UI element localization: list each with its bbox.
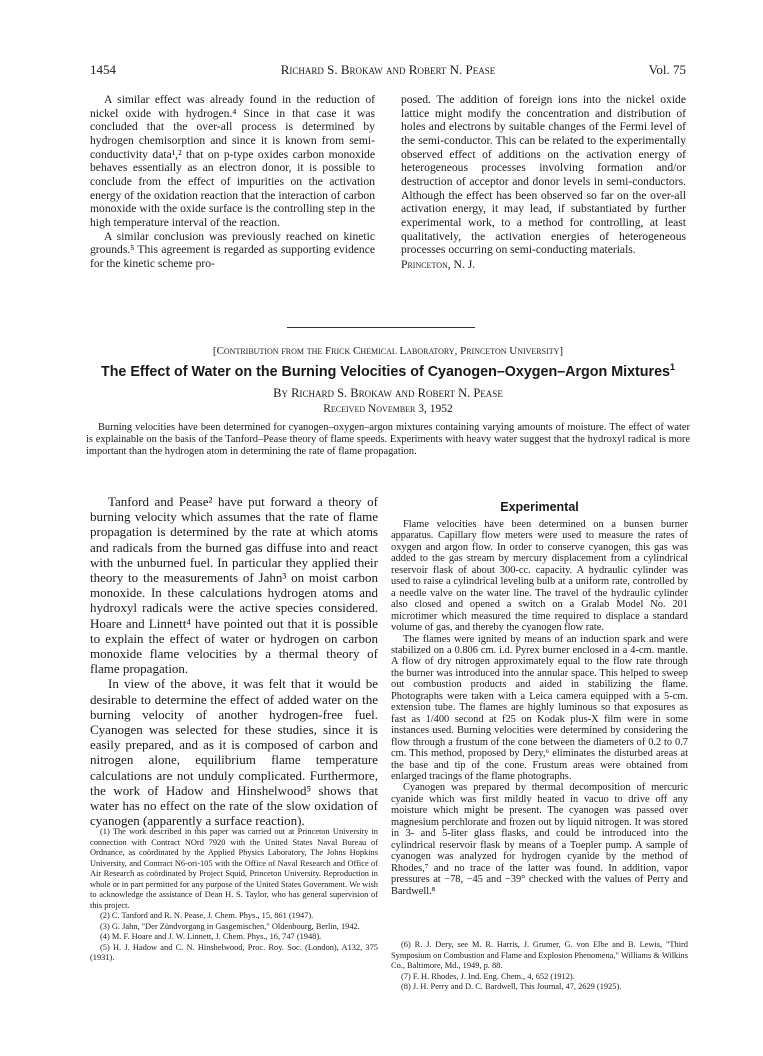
footnote: (8) J. H. Perry and D. C. Bardwell, This Journal, 47, 2629 (1925). [401, 982, 622, 991]
body-paragraph: A similar conclusion was previously reached on kinetic grounds.⁵ This agreement is regarded as supporting evidence for the kinetic scheme pro- [90, 229, 375, 270]
running-title: Richard S. Brokaw and Robert N. Pease [280, 62, 496, 77]
place-line [401, 258, 686, 272]
abstract [86, 422, 690, 459]
footnotes-left [90, 827, 378, 964]
body-paragraph: The flames were ignited by means of an induction spark and were stabilized on a 0.806 cm. i.d. Pyrex burner enclosed in a 4-cm. mantle. A flow of dry nitrogen approximately equal to the flow rate through the burner was introduced into the annular space. This helped to sweep out combustion products and aided in stabilizing the flame. Photographs were taken with a Leica camera equipped with a 5-cm. extension tube. The flames are highly luminous so that exposures as fast as 1/400 second at f25 on Kodak plus-X film were in some instances used. Burning velocities were determined by considering the flow through a frustum of the cone between the diameters of 0.2 to 0.7 cm. This method, proposed by Dery,⁶ eliminates the disturbed areas at the base and tip of the cone. Frustum areas were obtained from enlarged tracings of the flame photographs. [391, 633, 688, 782]
page-header [90, 62, 686, 80]
page-number: 1454 [90, 62, 116, 77]
body-paragraph: Tanford and Pease² have put forward a theory of burning velocity which assumes that the rate of flame propagation is determined by the rate at which atoms and radicals from the burned gas diffuse into and react with the unburned fuel. In particular they applied their theory to the measurements of Jahn³ on moist carbon monoxide. In these calculations hydrogen atoms and hydroxyl radicals were the active species considered. Hoare and Linnett⁴ have pointed out that it is possible to explain the effect of water or hydrogen on carbon monoxide flame velocities by a thermal theory of flame propagation. [90, 494, 378, 677]
experimental-column [391, 499, 688, 897]
body-paragraph: posed. The addition of foreign ions into the nickel oxide lattice might modify the concentration and distribution of holes and electrons by suitable changes of the Fermi level of the semi-conductor. This can be related to the experimentally observed effect of additions on the activation energy of heterogeneous processes involving formation and/or destruction of acceptor and donor levels in semi-conductors. Although the effect has been observed so far on the over-all activation energy, it may lead, if substantiated by further experimental work, to a method for controlling, at least qualitatively, the activation energies of heterogeneous processes occurring on semi-conducting materials. [401, 93, 686, 257]
body-paragraph: In view of the above, it was felt that it would be desirable to determine the effect of added water on the burning velocity of another hydrogen-free fuel. Cyanogen was selected for these studies, since it is easily prepared, and as it is composed of carbon and nitrogen alone, equilibrium flame temperature calculations are not unduly complicated. Furthermore, the work of Hadow and Hinshelwood⁵ shows that water has no effect on the rate of the slow oxidation of cyanogen (apparently a surface reaction). [90, 676, 378, 829]
body-paragraph: Flame velocities have been determined on a bunsen burner apparatus. Capillary flow meters were used to measure the rates of oxygen and argon flow. In order to conserve cyanogen, this gas was added to the gas stream by mercury displacement from a cylindrical reservoir flask of about 300-cc. capacity. A hydraulic cylinder was used to raise a cylindrical leveling bulb at a uniform rate, controlled by a needle valve on the water line. The travel of the hydraulic cylinder also closed and opened a switch on a Gralab Model No. 201 microtimer which measured the time required to displace a standard volume of gas, and thereby the cyanogen flow rate. [391, 519, 688, 634]
previous-article-left-column [90, 93, 375, 271]
title-footnote-marker: 1 [670, 362, 676, 373]
footnote: (6) R. J. Dery, see M. R. Harris, J. Grumer, G. von Elbe and B. Lewis, "Third Symposium on Combustion and Flame and Explosion Phenomena," Williams & Wilkins Co., Baltimore, Md., 1949, p. 88. [391, 940, 688, 970]
footnotes-right [391, 940, 688, 993]
section-divider [287, 327, 475, 328]
body-paragraph: Cyanogen was prepared by thermal decomposition of mercuric cyanide which was first mildly heated in vacuo to drive off any moisture which might be present. The cyanogen was passed over magnesium perchlorate and frozen out by liquid nitrogen. It was stored in 3- and 5-liter glass flasks, and could be introduced into the cylindrical reservoir flask by means of a Toepler pump. A sample of cyanogen was analyzed for hydrogen cyanide by the method of Rhodes,⁷ and no trace of the latter was found. In addition, vapor pressures at −78, −45 and −39° checked with the values of Perry and Bardwell.⁸ [391, 782, 688, 897]
footnote: (4) M. F. Hoare and J. W. Linnett, J. Chem. Phys., 16, 747 (1948). [100, 932, 322, 941]
article-title-block [80, 364, 696, 380]
abstract-text: Burning velocities have been determined for cyanogen–oxygen–argon mixtures containing varying amounts of moisture. The effect of water is explainable on the basis of the Tanford–Pease theory of flame speeds. Experiments with heavy water suggest that the hydroxyl radical is more important than the hydrogen atom in determining the rate of flame propagation. [86, 422, 690, 458]
footnote: (5) H. J. Hadow and C. N. Hinshelwood, Proc. Roy. Soc. (London), A132, 375 (1931). [90, 942, 378, 962]
article-title: The Effect of Water on the Burning Velocities of Cyanogen–Oxygen–Argon Mixtures [100, 364, 671, 380]
introduction-column [90, 494, 378, 828]
footnote: (1) The work described in this paper was carried out at Princeton University in connection with Contract NOrd 7920 with the United States Naval Bureau of Ordnance, as coördinated by the Applied Physics Laboratory, The Johns Hopkins University, and Contract N6-ori-105 with the Office of Naval Research and Office of Air Research as coördinated by Project Squid, Princeton University. Reproduction in whole or in part permitted for any purpose of the United States Government. We wish to acknowledge the assistance of Dean H. S. Taylor, who has general supervision of this project. [90, 827, 378, 910]
previous-article-right-column [401, 93, 686, 272]
footnote: (3) G. Jahn, "Der Zündvorgang in Gasgemischen," Oldenbourg, Berlin, 1942. [100, 921, 360, 931]
body-paragraph: A similar effect was already found in the reduction of nickel oxide with hydrogen.⁴ Since in that case it was concluded that the over-all process is determined by hydrogen chemisorption and since it is known from semi-conductivity data¹,² that on p-type oxides carbon monoxide behaves essentially as an electron donor, it is possible to conclude from the effect of impurities on the activation energy of the oxidation reaction that the interaction of carbon monoxide with the oxide surface is the controlling step in the high temperature interval of the reaction. [90, 93, 375, 229]
received-date: Received November 3, 1952 [323, 403, 453, 415]
footnote: (2) C. Tanford and R. N. Pease, J. Chem. Phys., 15, 861 (1947). [100, 911, 314, 920]
footnote: (7) F. H. Rhodes, J. Ind. Eng. Chem., 4, 652 (1912). [401, 971, 575, 981]
place-label: Princeton, N. J. [401, 257, 476, 271]
byline: By Richard S. Brokaw and Robert N. Pease [273, 386, 503, 400]
volume-label: Vol. 75 [648, 62, 686, 77]
contribution-line: [Contribution from the Frick Chemical Laboratory, Princeton University] [212, 345, 564, 357]
section-heading: Experimental [500, 500, 579, 514]
